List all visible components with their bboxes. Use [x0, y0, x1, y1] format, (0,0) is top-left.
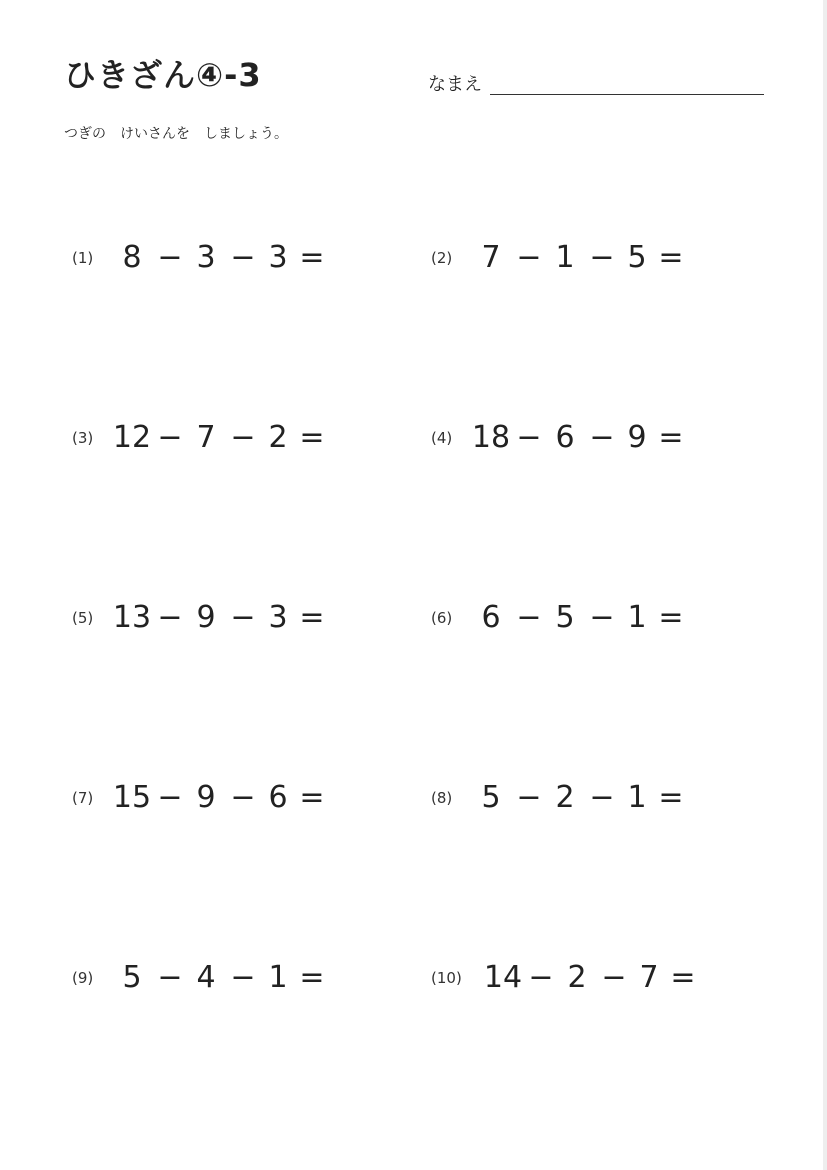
worksheet-title: ひきざん④-3	[64, 56, 262, 94]
problem-number: (5)	[72, 609, 94, 627]
equals-sign: =	[299, 780, 325, 815]
problem-number: (1)	[72, 249, 94, 267]
problem-9	[72, 958, 392, 998]
minus-sign: −	[589, 600, 615, 635]
minus-sign: −	[589, 780, 615, 815]
name-write-line	[490, 94, 764, 95]
minus-sign: −	[157, 960, 183, 995]
subtrahend-2: 9	[627, 420, 647, 455]
subtrahend-2: 7	[639, 960, 659, 995]
subtrahend-1: 7	[196, 420, 216, 455]
problem-number: (10)	[431, 969, 462, 987]
minuend: 7	[481, 240, 501, 275]
problem-3	[72, 418, 392, 458]
equals-sign: =	[658, 600, 684, 635]
minus-sign: −	[516, 240, 542, 275]
subtrahend-1: 3	[196, 240, 216, 275]
minuend: 14	[483, 960, 523, 995]
problem-4	[431, 418, 751, 458]
minus-sign: −	[157, 780, 183, 815]
minus-sign: −	[528, 960, 554, 995]
minus-sign: −	[516, 600, 542, 635]
subtrahend-2: 6	[268, 780, 288, 815]
minus-sign: −	[157, 240, 183, 275]
minus-sign: −	[516, 420, 542, 455]
subtrahend-2: 1	[627, 600, 647, 635]
minuend: 18	[471, 420, 511, 455]
minus-sign: −	[230, 960, 256, 995]
problem-8	[431, 778, 751, 818]
problem-6	[431, 598, 751, 638]
minuend: 8	[122, 240, 142, 275]
minuend: 13	[112, 600, 152, 635]
subtrahend-1: 2	[567, 960, 587, 995]
subtrahend-2: 2	[268, 420, 288, 455]
problem-number: (8)	[431, 789, 453, 807]
equals-sign: =	[299, 960, 325, 995]
page-edge-shadow	[823, 0, 827, 1170]
instruction-text: つぎの けいさんを しましょう。	[64, 126, 288, 142]
equals-sign: =	[658, 780, 684, 815]
problem-number: (3)	[72, 429, 94, 447]
minus-sign: −	[589, 240, 615, 275]
problem-2	[431, 238, 751, 278]
problem-number: (7)	[72, 789, 94, 807]
equals-sign: =	[299, 240, 325, 275]
subtrahend-1: 1	[555, 240, 575, 275]
equals-sign: =	[658, 240, 684, 275]
subtrahend-1: 5	[555, 600, 575, 635]
minus-sign: −	[589, 420, 615, 455]
subtrahend-2: 1	[627, 780, 647, 815]
equals-sign: =	[670, 960, 696, 995]
subtrahend-1: 4	[196, 960, 216, 995]
problem-number: (2)	[431, 249, 453, 267]
subtrahend-1: 9	[196, 780, 216, 815]
problem-10	[431, 958, 751, 998]
subtrahend-2: 1	[268, 960, 288, 995]
subtrahend-2: 3	[268, 240, 288, 275]
minuend: 15	[112, 780, 152, 815]
minuend: 5	[481, 780, 501, 815]
subtrahend-2: 3	[268, 600, 288, 635]
minuend: 6	[481, 600, 501, 635]
minuend: 12	[112, 420, 152, 455]
minus-sign: −	[601, 960, 627, 995]
subtrahend-1: 6	[555, 420, 575, 455]
problem-number: (9)	[72, 969, 94, 987]
minus-sign: −	[157, 420, 183, 455]
subtrahend-1: 2	[555, 780, 575, 815]
minus-sign: −	[230, 600, 256, 635]
problem-7	[72, 778, 392, 818]
minus-sign: −	[230, 780, 256, 815]
minus-sign: −	[157, 600, 183, 635]
name-label: なまえ	[428, 74, 482, 95]
minus-sign: −	[230, 240, 256, 275]
equals-sign: =	[658, 420, 684, 455]
equals-sign: =	[299, 420, 325, 455]
problem-5	[72, 598, 392, 638]
problem-number: (6)	[431, 609, 453, 627]
problem-number: (4)	[431, 429, 453, 447]
problem-1	[72, 238, 392, 278]
minuend: 5	[122, 960, 142, 995]
minus-sign: −	[230, 420, 256, 455]
subtrahend-1: 9	[196, 600, 216, 635]
equals-sign: =	[299, 600, 325, 635]
subtrahend-2: 5	[627, 240, 647, 275]
minus-sign: −	[516, 780, 542, 815]
